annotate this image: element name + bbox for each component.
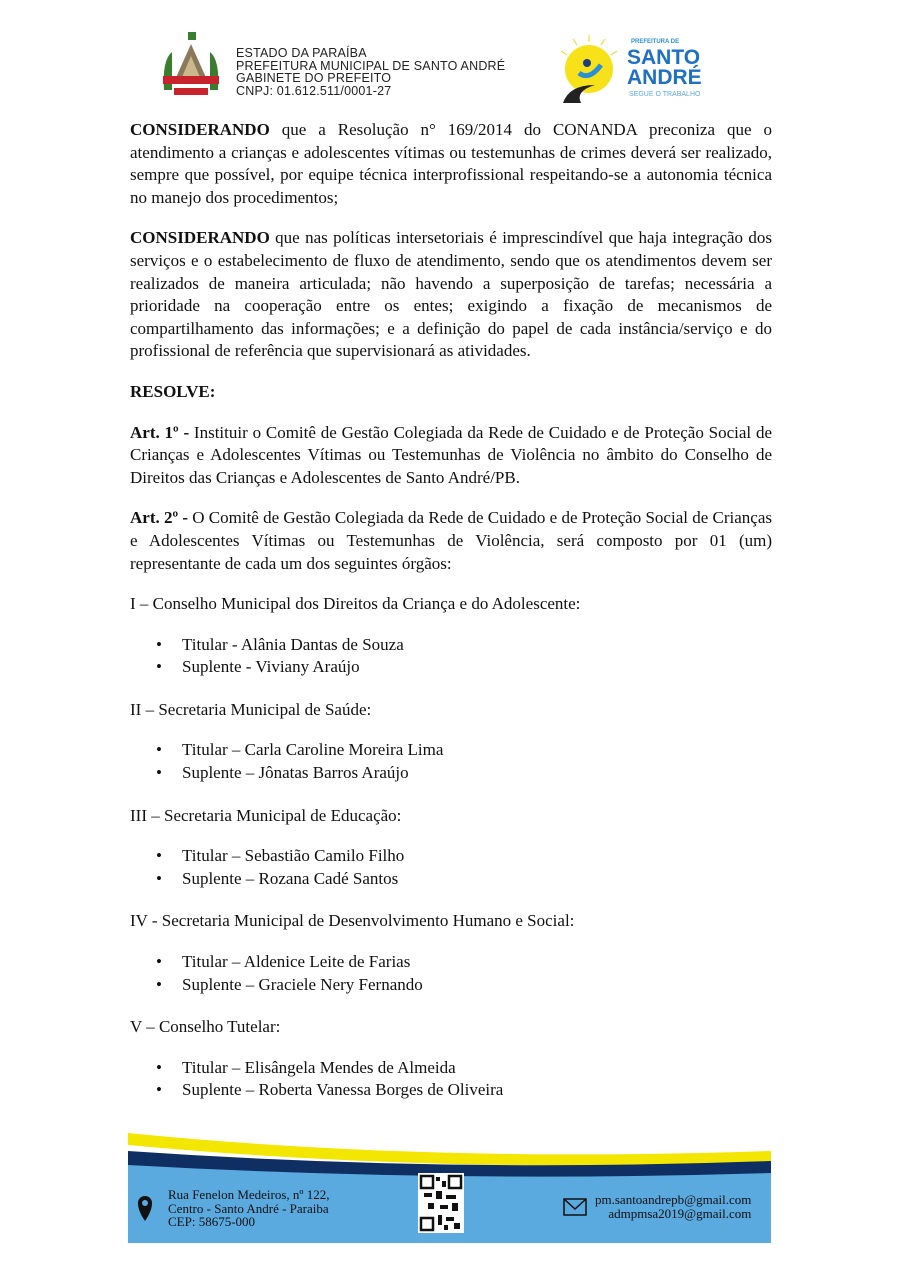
prefeitura-logo — [555, 33, 725, 105]
header-line: CNPJ: 01.612.511/0001-27 — [236, 83, 392, 98]
address-line: Centro - Santo André - Paraiba — [168, 1200, 329, 1216]
qr-code — [418, 1173, 464, 1233]
organ-title: IV - Secretaria Municipal de Desenvolvimento Humano e Social: — [130, 911, 575, 931]
list-item: • Suplente – Graciele Nery Fernando — [130, 974, 772, 997]
list-item: • Titular – Sebastião Camilo Filho — [130, 845, 772, 868]
organ-title: III – Secretaria Municipal de Educação: — [130, 805, 402, 825]
organ-title: V – Conselho Tutelar: — [130, 1017, 281, 1037]
list-item: • Titular – Carla Caroline Moreira Lima — [130, 739, 772, 762]
list-item: • Suplente – Rozana Cadé Santos — [130, 868, 772, 891]
list-item: • Titular - Alânia Dantas de Souza — [130, 634, 772, 657]
member-list — [130, 845, 772, 890]
list-item: • Suplente – Roberta Vanessa Borges de Oliveira — [130, 1079, 772, 1102]
paragraph-lead: CONSIDERANDO — [130, 228, 270, 248]
logo-name — [627, 48, 702, 88]
member-list — [130, 1057, 772, 1102]
list-item: • Titular – Elisângela Mendes de Almeida — [130, 1057, 772, 1080]
article-text: O Comitê de Gestão Colegiada da Rede de Cuidado e de Proteção Social de Crianças e Adolescentes Vítimas ou Testemunhas de Violência, será composto por 01 (um) representante de cada um dos seguintes órgãos: — [130, 508, 772, 573]
logo-name-line: SANTO — [627, 46, 701, 69]
footer-banner — [128, 1133, 771, 1243]
paragraph-considerando-1 — [130, 119, 772, 209]
logo-tagline: SEGUE O TRABALHO — [629, 91, 701, 98]
paragraph-considerando-2 — [130, 227, 772, 363]
logo-caption: PREFEITURA DE — [631, 39, 680, 45]
municipal-crest-logo — [158, 30, 224, 102]
header-line: GABINETE DO PREFEITO — [236, 71, 392, 85]
footer-emails — [595, 1193, 751, 1220]
footer-address — [168, 1188, 329, 1229]
sun-road-icon — [555, 33, 627, 105]
article-number: Art. 2º - — [130, 508, 189, 528]
article-number: Art. 1º - — [130, 422, 190, 442]
list-item: • Suplente – Jônatas Barros Araújo — [130, 762, 772, 785]
member-list — [130, 739, 772, 784]
member-list — [130, 634, 772, 679]
address-line: Rua Fenelon Medeiros, nº 122, — [168, 1187, 330, 1202]
header-line: ESTADO DA PARAÍBA — [236, 46, 367, 60]
list-item: • Titular – Aldenice Leite de Farias — [130, 951, 772, 974]
organ-title: II – Secretaria Municipal de Saúde: — [130, 699, 372, 719]
logo-name-line: ANDRÉ — [627, 66, 702, 89]
article-2 — [130, 507, 772, 575]
member-list — [130, 951, 772, 996]
letterhead — [150, 0, 750, 119]
list-item: • Suplente - Viviany Araújo — [130, 656, 772, 679]
letterhead-text — [236, 47, 505, 97]
article-1 — [130, 422, 772, 490]
resolve-heading: RESOLVE: — [130, 381, 216, 401]
email-address: admpmsa2019@gmail.com — [608, 1205, 752, 1221]
paragraph-lead: CONSIDERANDO — [130, 120, 270, 139]
document-body — [130, 119, 772, 1133]
email-address: pm.santoandrepb@gmail.com — [595, 1192, 752, 1207]
header-line: PREFEITURA MUNICIPAL DE SANTO ANDRÉ — [236, 58, 506, 73]
organ-title: I – Conselho Municipal dos Direitos da Criança e do Adolescente: — [130, 594, 581, 614]
paragraph-text: que nas políticas intersetoriais é imprescindível que haja integração dos serviços e o estabelecimento de fluxo de atendimento, sendo que os atendimentos devem ser realizados de maneira articulada; não havendo a superposição de tarefas; necessária a prioridade na cooperação entre os entes; exigindo a fixação de mecanismos de compartilhamento das informações; e a definição do papel de cada instância/serviço e do profissional de referência que supervisionará as atividades. — [130, 228, 772, 361]
paragraph-text: que a Resolução n° 169/2014 do CONANDA preconiza que o atendimento a crianças e adolescentes vítimas ou testemunhas de crimes deverá ser realizado, sempre que possível, por equipe técnica interprofissional respeitando-se a autonomia técnica no manejo dos procedimentos; — [130, 120, 772, 207]
article-text: Instituir o Comitê de Gestão Colegiada da Rede de Cuidado e de Proteção Social de Crianças e Adolescentes Vítimas ou Testemunhas de Violência no âmbito do Conselho de Direitos das Crianças e Adolescentes de Santo André/PB. — [130, 422, 772, 487]
address-line: CEP: 58675-000 — [168, 1214, 256, 1229]
